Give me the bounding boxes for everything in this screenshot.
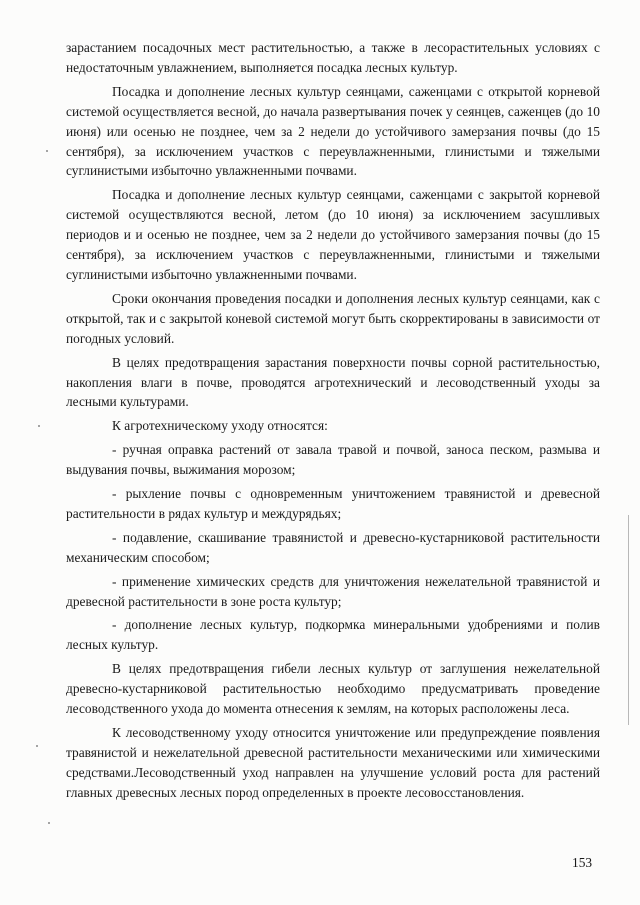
paragraph-3: Посадка и дополнение лесных культур сеянцами, саженцами с закрытой корневой системой осуществляются весной, летом (до 10 июня) за исключением засушливых периодов и и осенью не позднее, чем за 2 недели до устойчивого замерзания почвы (до 15 сентября), за исключением участков с переувлажненными, глинистыми и тяжелыми суглинистыми избыточно увлажненными почвами. [66,187,600,282]
scan-speck [36,745,38,747]
paragraph-6: К агротехническому уходу относятся: [112,418,328,434]
paragraph-2: Посадка и дополнение лесных культур сеянцами, саженцами с открытой корневой системой осуществляется весной, до начала развертывания почек у сеянцев, саженцев (до 10 июня) или осенью не позднее, чем за 2 недели до устойчивого замерзания почвы (до 15 сентября), за исключением участков с переувлажненными, глинистыми и тяжелыми суглинистыми избыточно увлажненными почвами. [66,83,600,179]
paragraph-5: В целях предотвращения зарастания поверхности почвы сорной растительностью, накопления влаги в почве, проводятся агротехнический и лесоводственный уходы за лесными культурами. [66,354,600,410]
list-item-5: - дополнение лесных культур, подкормка минеральными удобрениями и полив лесных культур. [66,617,600,653]
body-text [66,38,600,803]
paragraph-8: К лесоводственному уходу относится уничтожение или предупреждение появления травянистой и нежелательной древесной растительности механическими или химическими средствами.Лесоводственный уход направлен на улучшение условий роста для растений главных древесных лесных пород определенных в проекте лесовосстановления. [66,725,600,800]
scan-speck [48,822,50,824]
scan-speck [38,425,40,427]
scan-margin-line [628,515,629,725]
paragraph-4: Сроки окончания проведения посадки и дополнения лесных культур сеянцами, как с открытой, так и с закрытой коневой системой могут быть скорректированы в зависимости от погодных условий. [66,290,600,346]
list-item-3: - подавление, скашивание травянистой и древесно-кустарниковой растительности механическим способом; [66,529,600,565]
list-item-4: - применение химических средств для уничтожения нежелательной травянистой и древесной растительности в зоне роста культур; [66,573,600,609]
list-item-1: - ручная оправка растений от завала травой и почвой, заноса песком, размыва и выдувания почвы, выжимания морозом; [66,442,600,478]
paragraph-1: зарастанием посадочных мест растительностью, а также в лесорастительных условиях с недостаточным увлажнением, выполняется посадка лесных культур. [66,40,600,75]
paragraph-7: В целях предотвращения гибели лесных культур от заглушения нежелательной древесно-кустарниковой растительностью необходимо предусматривать проведение лесоводственного ухода до момента отнесения к землям, на которых расположены леса. [66,661,600,717]
page-number: 153 [572,855,593,870]
scan-speck [46,150,48,152]
list-item-2: - рыхление почвы с одновременным уничтожением травянистой и древесной растительности в рядах культур и междурядьях; [66,486,600,521]
